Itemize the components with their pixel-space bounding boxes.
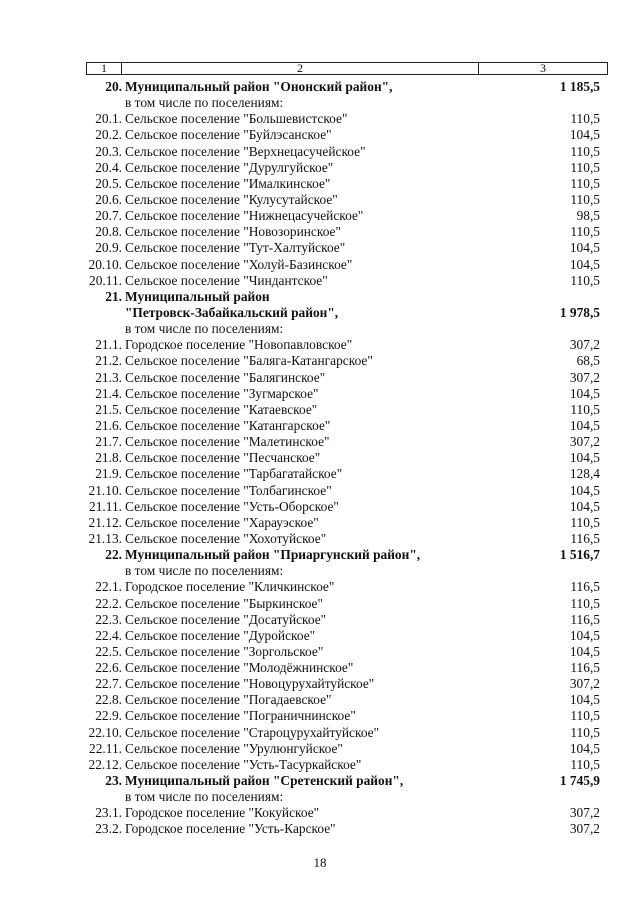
row-name: Сельское поселение "Балягинское" [125, 369, 326, 385]
row-value: 128,4 [569, 466, 600, 482]
row-value: 1 745,9 [559, 773, 600, 789]
row-number: 22.7. [95, 676, 122, 692]
row-name: Сельское поселение "Усть-Оборское" [125, 498, 339, 514]
row-number: 20.6. [95, 191, 122, 207]
row-name: Сельское поселение "Баляга-Катангарское" [125, 353, 373, 369]
table-row [0, 224, 640, 240]
row-value: 110,5 [570, 756, 600, 772]
row-name: Сельское поселение "Нижнецасучейское" [125, 208, 364, 224]
row-number: 21. [105, 288, 122, 304]
row-name: Сельское поселение "Молодёжнинское" [125, 660, 354, 676]
row-number: 22.1. [95, 579, 122, 595]
row-number: 20.1. [95, 111, 122, 127]
row-number: 21.6. [95, 417, 122, 433]
row-value: 110,5 [570, 191, 600, 207]
row-number: 21.4. [95, 385, 122, 401]
row-name: в том числе по поселениям: [125, 321, 284, 337]
row-value: 104,5 [569, 385, 600, 401]
row-name: Сельское поселение "Дурулгуйское" [125, 159, 334, 175]
row-number: 21.12. [88, 514, 122, 530]
district-row [0, 289, 640, 305]
row-name: Сельское поселение "Песчанское" [125, 450, 321, 466]
row-value: 116,5 [570, 660, 600, 676]
district-row [0, 305, 640, 321]
row-name: Городское поселение "Новопавловское" [125, 337, 353, 353]
row-number: 22.8. [95, 692, 122, 708]
row-number: 20. [105, 79, 122, 94]
row-name: Сельское поселение "Новоцурухайтуйское" [125, 676, 375, 692]
table-row [0, 337, 640, 353]
row-value: 110,5 [570, 595, 600, 611]
row-name: Сельское поселение "Урулюнгуйское" [125, 740, 343, 756]
row-number: 21.5. [95, 401, 122, 417]
row-number: 21.9. [95, 466, 122, 482]
row-number: 21.7. [95, 434, 122, 450]
table-row [0, 402, 640, 418]
page-number: 18 [313, 855, 327, 870]
row-number: 20.5. [95, 175, 122, 191]
table-row [0, 612, 640, 628]
row-name: Муниципальный район [125, 288, 270, 304]
row-value: 110,5 [570, 159, 600, 175]
row-number: 22.11. [89, 740, 122, 756]
table-row [0, 805, 640, 821]
row-number: 22.6. [95, 660, 122, 676]
table-row [0, 596, 640, 612]
row-number: 22.4. [95, 627, 122, 643]
row-value: 104,5 [569, 643, 600, 659]
table-row [0, 531, 640, 547]
district-row [0, 773, 640, 789]
row-value: 307,2 [569, 337, 600, 353]
row-value: 104,5 [569, 482, 600, 498]
row-number: 22.10. [88, 724, 122, 740]
row-number: 22.12. [88, 756, 122, 772]
row-value: 307,2 [569, 805, 600, 821]
row-number: 22.3. [95, 611, 122, 627]
row-name: Сельское поселение "Толбагинское" [125, 482, 332, 498]
row-name: Сельское поселение "Чиндантское" [125, 272, 328, 288]
row-number: 20.7. [95, 208, 122, 224]
column-name-header: 2 [122, 63, 479, 74]
row-name: Сельское поселение "Зугмарское" [125, 385, 319, 401]
row-name: Сельское поселение "Тарбагатайское" [125, 466, 343, 482]
table-row [0, 515, 640, 531]
table-row [0, 208, 640, 224]
row-name: Сельское поселение "Погадаевское" [125, 692, 332, 708]
row-number: 23.2. [95, 821, 122, 837]
row-value: 110,5 [570, 514, 600, 530]
row-number: 21.8. [95, 450, 122, 466]
table-row [0, 418, 640, 434]
table-row [0, 466, 640, 482]
district-row [0, 79, 640, 95]
row-number: 22.2. [95, 595, 122, 611]
column-value-header: 3 [540, 61, 546, 75]
row-number: 20.3. [95, 143, 122, 159]
row-name: Сельское поселение "Дуройское" [125, 627, 316, 643]
row-value: 110,5 [570, 111, 600, 127]
row-name: Городское поселение "Кокуйское" [125, 805, 320, 821]
row-value: 1 978,5 [559, 304, 600, 320]
row-number: 21.1. [95, 337, 122, 353]
table-row [0, 257, 640, 273]
row-name: Сельское поселение "Катаевское" [125, 401, 318, 417]
row-value: 104,5 [569, 627, 600, 643]
table-row [0, 450, 640, 466]
district-row [0, 547, 640, 563]
row-number: 20.10. [88, 256, 122, 272]
row-name: Сельское поселение "Кулусутайское" [125, 191, 338, 207]
table-row [0, 483, 640, 499]
table-row [0, 676, 640, 692]
row-name: Сельское поселение "Малетинское" [125, 434, 330, 450]
row-value: 307,2 [569, 369, 600, 385]
row-name: Сельское поселение "Усть-Тасуркайское" [125, 756, 362, 772]
row-value: 1 516,7 [559, 547, 600, 563]
row-number: 21.2. [95, 353, 122, 369]
row-value: 110,5 [570, 272, 600, 288]
table-row [0, 370, 640, 386]
row-name: Сельское поселение "Большевистское" [125, 111, 348, 127]
table-row [0, 95, 640, 111]
table-row [0, 741, 640, 757]
row-name: Сельское поселение "Тут-Халтуйское" [125, 240, 346, 256]
row-name: Сельское поселение "Буйлэсанское" [125, 127, 332, 143]
row-value: 116,5 [570, 579, 600, 595]
table-row [0, 353, 640, 369]
row-value: 104,5 [569, 740, 600, 756]
row-value: 116,5 [570, 530, 600, 546]
table-row [0, 144, 640, 160]
row-name: Сельское поселение "Харауэское" [125, 514, 319, 530]
table-row [0, 499, 640, 515]
table-row [0, 660, 640, 676]
row-value: 104,5 [569, 450, 600, 466]
table-row [0, 176, 640, 192]
table-row [0, 821, 640, 837]
row-number: 20.8. [95, 224, 122, 240]
row-name: Сельское поселение "Староцурухайтуйское" [125, 724, 380, 740]
row-name: в том числе по поселениям: [125, 95, 284, 111]
row-name: Муниципальный район "Ононский район", [125, 79, 393, 94]
column-number-header: 1 [87, 63, 122, 74]
row-name: в том числе по поселениям: [125, 789, 284, 805]
row-number: 20.9. [95, 240, 122, 256]
row-number: 20.11. [89, 272, 122, 288]
table-row [0, 563, 640, 579]
row-name: Сельское поселение "Зоргольское" [125, 643, 324, 659]
row-number: 21.11. [89, 498, 122, 514]
row-number: 20.4. [95, 159, 122, 175]
row-value: 104,5 [569, 417, 600, 433]
row-value: 104,5 [569, 256, 600, 272]
row-value: 110,5 [570, 143, 600, 159]
row-number: 22. [105, 547, 122, 563]
row-name: Сельское поселение "Пограничнинское" [125, 708, 356, 724]
table-row [0, 111, 640, 127]
row-value: 104,5 [569, 127, 600, 143]
row-name: Сельское поселение "Хохотуйское" [125, 530, 327, 546]
row-number: 23. [105, 773, 122, 789]
table-row [0, 127, 640, 143]
table-row [0, 240, 640, 256]
table-header [86, 62, 608, 75]
table-body [0, 79, 640, 838]
row-value: 104,5 [569, 692, 600, 708]
row-name: Сельское поселение "Новозоринское" [125, 224, 341, 240]
row-name: Городское поселение "Кличкинское" [125, 579, 335, 595]
row-value: 98,5 [576, 208, 600, 224]
table-row [0, 192, 640, 208]
row-name: Сельское поселение "Верхнецасучейское" [125, 143, 366, 159]
table-row [0, 386, 640, 402]
row-value: 110,5 [570, 175, 600, 191]
row-number: 21.13. [88, 530, 122, 546]
row-name: Сельское поселение "Досатуйское" [125, 611, 327, 627]
table-row [0, 708, 640, 724]
table-row [0, 757, 640, 773]
row-value: 110,5 [570, 224, 600, 240]
row-value: 104,5 [569, 498, 600, 514]
row-value: 307,2 [569, 821, 600, 837]
table-row [0, 644, 640, 660]
table-row [0, 692, 640, 708]
table-row [0, 434, 640, 450]
row-name: Сельское поселение "Холуй-Базинское" [125, 256, 353, 272]
row-name: в том числе по поселениям: [125, 563, 284, 579]
row-value: 1 185,5 [559, 79, 600, 94]
row-value: 110,5 [570, 724, 600, 740]
row-name: Муниципальный район "Сретенский район", [125, 773, 404, 789]
row-value: 68,5 [576, 353, 600, 369]
row-name: Городское поселение "Усть-Карское" [125, 821, 336, 837]
table-row [0, 725, 640, 741]
table-row [0, 160, 640, 176]
table-row [0, 628, 640, 644]
row-number: 23.1. [95, 805, 122, 821]
table-row [0, 579, 640, 595]
row-number: 21.10. [88, 482, 122, 498]
table-row [0, 273, 640, 289]
row-number: 22.9. [95, 708, 122, 724]
row-value: 307,2 [569, 434, 600, 450]
row-name: "Петровск-Забайкальский район", [125, 304, 339, 320]
row-value: 116,5 [570, 611, 600, 627]
table-row [0, 321, 640, 337]
row-value: 307,2 [569, 676, 600, 692]
row-number: 21.3. [95, 369, 122, 385]
table-row [0, 789, 640, 805]
row-name: Муниципальный район "Приаргунский район", [125, 547, 421, 563]
row-name: Сельское поселение "Быркинское" [125, 595, 323, 611]
row-number: 22.5. [95, 643, 122, 659]
row-value: 110,5 [570, 401, 600, 417]
row-name: Сельское поселение "Катангарское" [125, 417, 331, 433]
row-value: 104,5 [569, 240, 600, 256]
row-name: Сельское поселение "Ималкинское" [125, 175, 331, 191]
row-value: 110,5 [570, 708, 600, 724]
row-number: 20.2. [95, 127, 122, 143]
